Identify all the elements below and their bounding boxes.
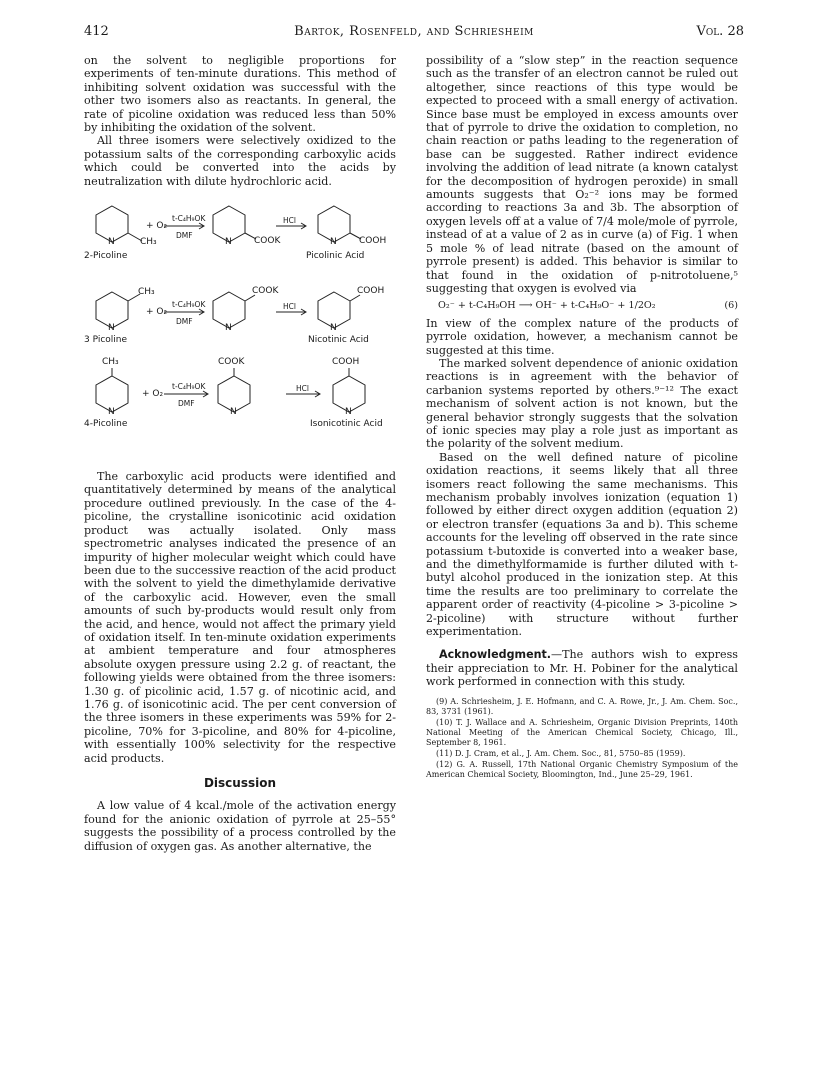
acid-label: COOH [332, 357, 360, 368]
solvent-label: DMF [176, 231, 193, 241]
reagent-label: t-C₄H₉OK [172, 214, 206, 224]
nitrogen-label: N [225, 323, 232, 334]
paragraph: A low value of 4 kcal./mole of the activation energy found for the anionic oxidation of pyrrole at 25–55° suggests the possibility of a process controlled by the diffusion of oxygen gas. As another alternative, the [84, 799, 396, 853]
paragraph: In view of the complex nature of the products of pyrrole oxidation, however, a mechanism cannot be suggested at this time. [426, 316, 738, 357]
oxygen-label: + O₂ [146, 307, 168, 318]
nitrogen-label: N [230, 407, 237, 418]
nitrogen-label: N [330, 237, 337, 248]
reference-item: (11) D. J. Cram, et al., J. Am. Chem. Soc., 81, 5750–85 (1959). [436, 748, 686, 758]
equation [426, 299, 738, 312]
methyl-label: CH₃ [102, 357, 119, 368]
page-number: 412 [84, 24, 109, 39]
oxygen-label: + O₂ [146, 221, 168, 232]
paragraph: on the solvent to negligible proportions for experiments of ten-minute durations. This method of inhibiting solvent oxidation was successful with the other two isomers also as reactants. In general, the rate of picoline oxidation was reduced less than 50% by inhibiting the oxidation of the solvent. [84, 54, 396, 135]
acid-reagent-label: HCl [296, 384, 309, 394]
nitrogen-label: N [108, 323, 115, 334]
section-heading: Discussion [203, 776, 277, 790]
nitrogen-label: N [330, 323, 337, 334]
methyl-label: CH₃ [140, 237, 157, 248]
solvent-label: DMF [178, 399, 195, 409]
reference-item: (10) T. J. Wallace and A. Schriesheim, Organic Division Preprints, 140th National Meeting of the American Chemical Society, Chicago, Ill., September 8, 1961. [426, 717, 738, 747]
reactant-name: 4-Picoline [84, 419, 128, 430]
running-header [84, 24, 744, 44]
reference-item: (12) G. A. Russell, 17th National Organic Chemistry Symposium of the American Chemical Society, Bloomington, Ind., June 25–29, 1961. [426, 759, 738, 779]
product-name: Nicotinic Acid [308, 335, 369, 346]
paragraph: The marked solvent dependence of anionic oxidation reactions is in agreement with the behavior of carbanion systems reported by others.⁹⁻¹² The exact mechanism of solvent action is not known, but the general behavior strongly suggests that the solvation of ionic species may play a role just as important as the polarity of the solvent medium. [426, 356, 738, 451]
nitrogen-label: N [108, 407, 115, 418]
acid-label: COOH [357, 286, 385, 297]
left-column [84, 54, 396, 853]
reagent-label: t-C₄H₉OK [172, 300, 206, 310]
acid-reagent-label: HCl [283, 302, 296, 312]
acid-label: COOH [359, 236, 387, 247]
volume-label: Vol. 28 [696, 24, 744, 39]
acknowledgment-heading: Acknowledgment. [439, 648, 552, 662]
equation-number: (6) [724, 300, 738, 312]
paragraph: possibility of a “slow step” in the reaction sequence such as the transfer of an electron cannot be ruled out altogether, since reactions of this type would be expected to proceed with a small energy of activation. Since base must be employed in excess amounts over that of pyrrole to drive the oxidation to completion, no chain reaction or paths leading to the regeneration of base can be suggested. Rather indirect evidence involving the addition of lead nitrate (a known catalyst for the decomposition of hydrogen peroxide) in small amounts suggests that O₂⁻² ions may be formed according to reactions 3a and 3b. The absorption of oxygen levels off at a value of 7/4 mole/mole of pyrrole, instead of at a value of 2 as in curve (a) of Fig. 1 when 5 mole % of lead nitrate (based on the amount of pyrrole present) is added. This behavior is similar to that found in the oxidation of p-nitrotoluene,⁵ suggesting that oxygen is evolved via [426, 54, 738, 295]
reagent-label: t-C₄H₉OK [172, 382, 206, 392]
solvent-label: DMF [176, 317, 193, 327]
reactant-name: 3 Picoline [84, 335, 128, 346]
acknowledgment [426, 648, 738, 688]
acknowledgment-text: —The authors wish to express their appreciation to Mr. H. Pobiner for the analytical work performed in connection with this study. [426, 648, 738, 689]
salt-label: COOK [252, 286, 279, 297]
equation-body: O₂⁻ + t-C₄H₉OH ⟶ OH⁻ + t-C₄H₉O⁻ + 1/2O₂ [438, 300, 656, 312]
references [426, 697, 738, 780]
salt-label: COOK [254, 236, 281, 247]
oxygen-label: + O₂ [142, 389, 164, 400]
salt-label: COOK [218, 357, 245, 368]
nitrogen-label: N [225, 237, 232, 248]
product-name: Isonicotinic Acid [310, 419, 383, 430]
paragraph: Based on the well defined nature of picoline oxidation reactions, it seems likely that all three isomers react following the same mechanisms. This mechanism probably involves ionization (equation 1) followed by either direct oxygen addition (equation 2) or electron transfer (equations 3a and b). This scheme accounts for the leveling off observed in the rate since potassium t-butoxide is converted into a weaker base, and the dimethylformamide is further diluted with t-butyl alcohol produced in the ionization step. At this time the results are too preliminary to correlate the apparent order of reactivity (4-picoline > 3-picoline > 2-picoline) with structure without further experimentation. [426, 450, 738, 639]
nitrogen-label: N [108, 237, 115, 248]
reference-item: (9) A. Schriesheim, J. E. Hofmann, and C. A. Rowe, Jr., J. Am. Chem. Soc., 83, 3731 (1961). [426, 696, 738, 716]
nitrogen-label: N [345, 407, 352, 418]
product-name: Picolinic Acid [306, 251, 365, 262]
acid-reagent-label: HCl [283, 216, 296, 226]
methyl-label: CH₃ [138, 287, 155, 298]
paragraph: All three isomers were selectively oxidized to the potassium salts of the corresponding carboxylic acids which could be converted into the acids by neutralization with dilute hydrochloric acid. [84, 134, 396, 188]
reaction-scheme [84, 192, 396, 460]
paragraph: The carboxylic acid products were identified and quantitatively determined by means of the analytical procedure outlined previously. In the case of the 4-picoline, the crystalline isonicotinic acid oxidation product was actually isolated. Only mass spectrometric analyses indicated the presence of an impurity of higher molecular weight which could have been due to the successive reaction of the acid product with the solvent to yield the dimethylamide derivative of the carboxylic acid. However, even the small amounts of such by-products would result only from the acid, and hence, would not affect the primary yield of oxidation itself. In ten-minute oxidation experiments at ambient temperature and four atmospheres absolute oxygen pressure using 2.2 g. of reactant, the following yields were obtained from the three isomers: 1.30 g. of picolinic acid, 1.57 g. of nicotinic acid, and 1.76 g. of isonicotinic acid. The per cent conversion of the three isomers in these experiments was 59% for 2-picoline, 70% for 3-picoline, and 80% for 4-picoline, with essentially 100% selectivity for the respective acid products. [84, 470, 396, 765]
reactant-name: 2-Picoline [84, 251, 128, 262]
running-title: Bartok, Rosenfeld, and Schriesheim [294, 24, 534, 39]
right-column [426, 54, 738, 781]
